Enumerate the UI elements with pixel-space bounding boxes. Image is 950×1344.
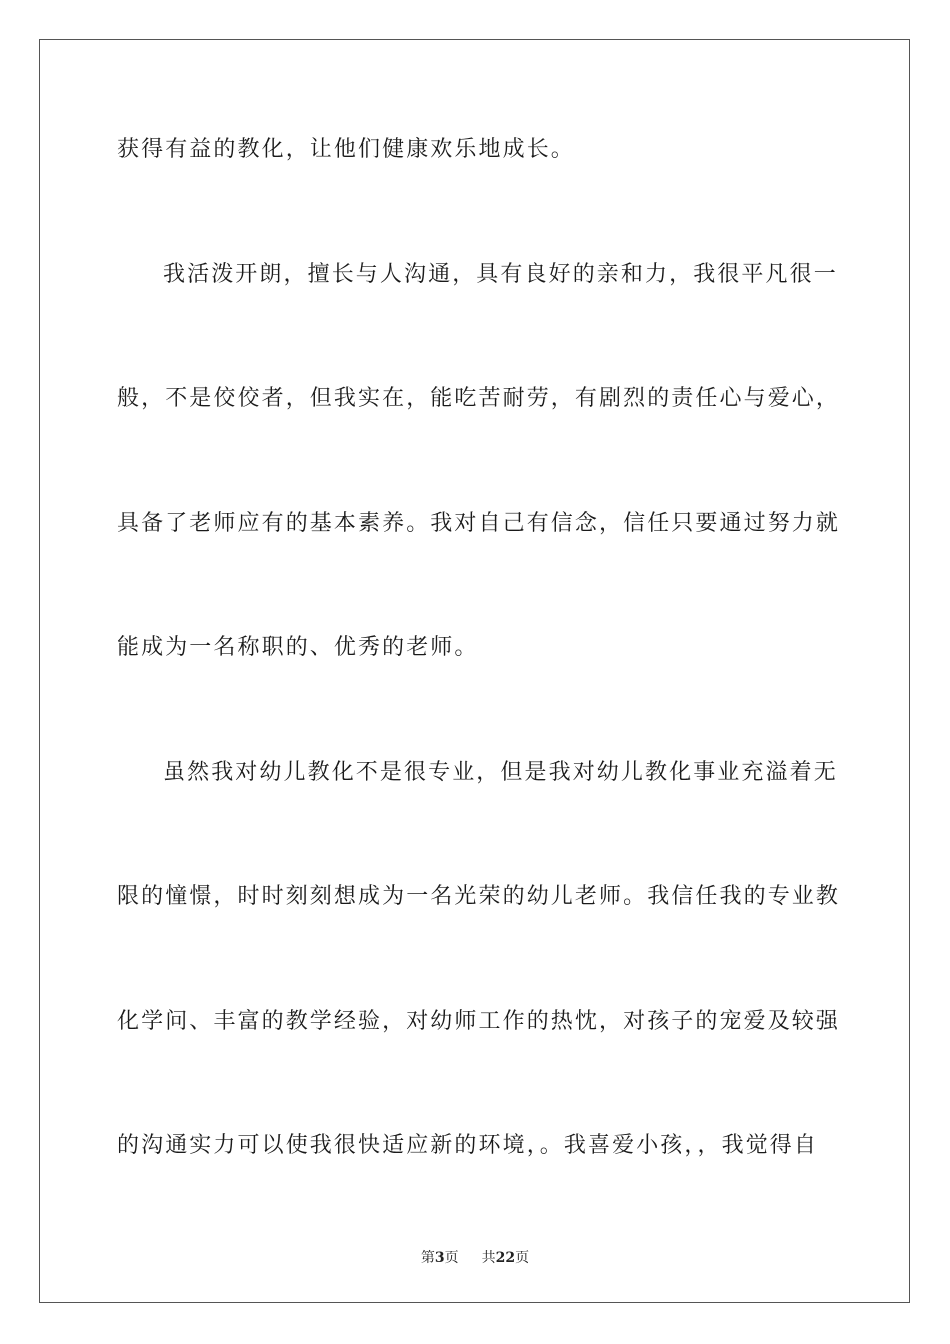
body-text-line: 具备了老师应有的基本素养。我对自己有信念，信任只要通过努力就 xyxy=(117,511,841,536)
page-suffix: 页 xyxy=(444,1250,459,1266)
body-text-line: 获得有益的教化，让他们健康欢乐地成长。 xyxy=(117,137,575,162)
page-border xyxy=(39,39,910,1303)
body-text-line: 虽然我对幼儿教化不是很专业，但是我对幼儿教化事业充溢着无 xyxy=(163,760,838,785)
total-suffix: 页 xyxy=(515,1250,530,1266)
page-prefix: 第 xyxy=(420,1250,435,1266)
total-prefix: 共 xyxy=(481,1250,496,1266)
body-text-line: 限的憧憬，时时刻刻想成为一名光荣的幼儿老师。我信任我的专业教 xyxy=(117,884,841,909)
body-text-line: 能成为一名称职的、优秀的老师。 xyxy=(117,635,479,660)
body-text-line: 的沟通实力可以使我很快适应新的环境，。我喜爱小孩，，我觉得自 xyxy=(117,1133,819,1158)
page-footer xyxy=(0,1248,950,1268)
page-number: 3 xyxy=(434,1250,445,1266)
body-text-line: 化学问、丰富的教学经验，对幼师工作的热忱，对孩子的宠爱及较强 xyxy=(117,1009,841,1034)
total-pages: 22 xyxy=(495,1250,516,1266)
body-text-line: 般，不是佼佼者，但我实在，能吃苦耐劳，有剧烈的责任心与爱心， xyxy=(117,386,841,411)
body-text-line: 我活泼开朗，擅长与人沟通，具有良好的亲和力，我很平凡很一 xyxy=(163,262,838,287)
